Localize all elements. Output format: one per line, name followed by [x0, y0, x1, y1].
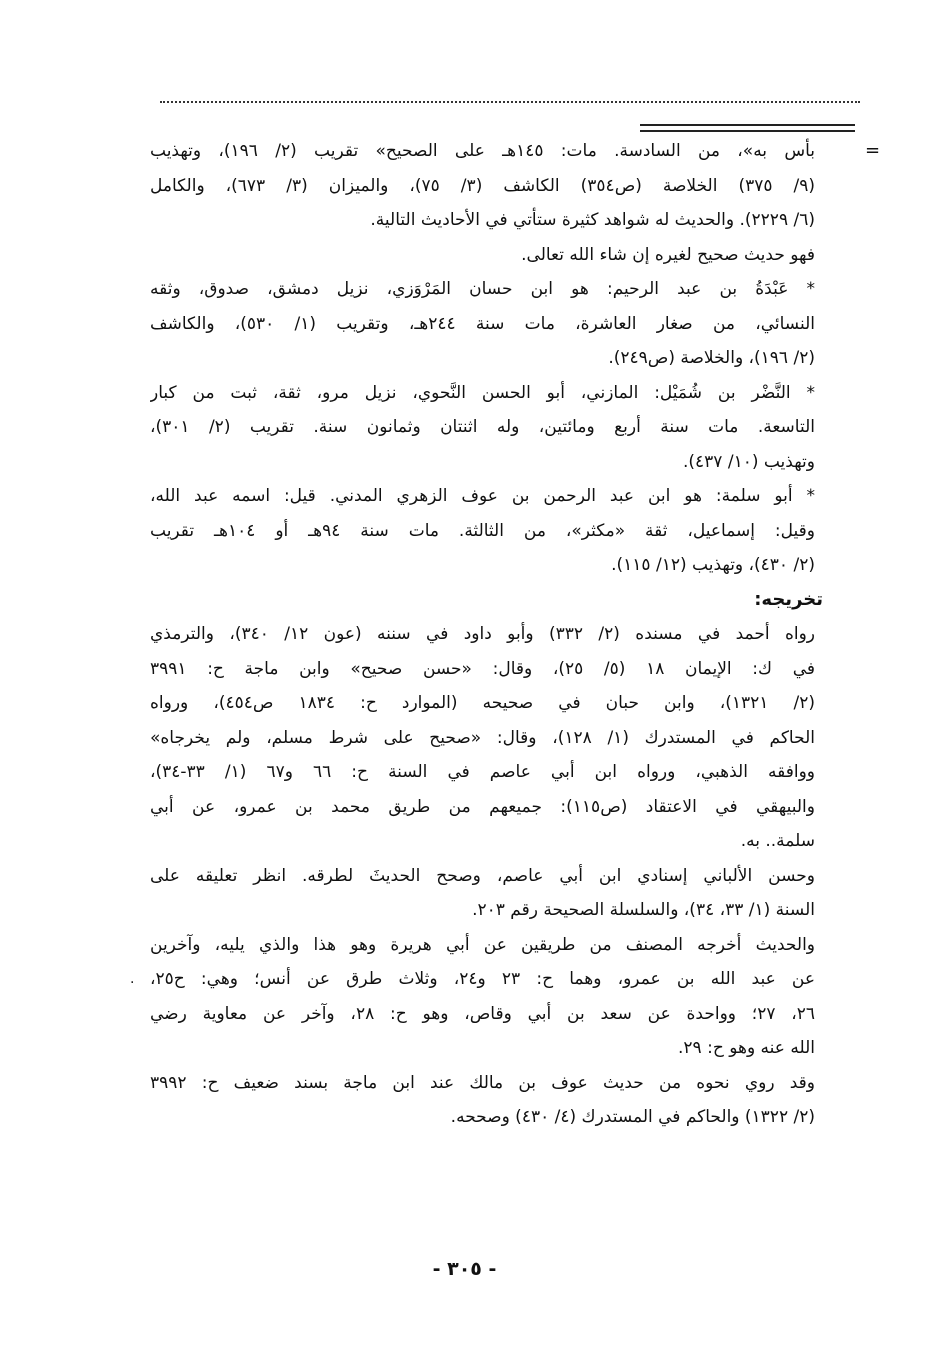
text-line: السنة (١/ ٣٣، ٣٤)، والسلسلة الصحيحة رقم ٢٠٣. [472, 900, 815, 920]
text-line: والبيهقي في الاعتقاد (ص١١٥): جميعهم من طريق محمد بن عمرو، عن أبي [150, 796, 815, 817]
text-line: وقد روي نحوه من حديث عوف بن مالك عند ابن ماجة بسند ضعيف ح: ٣٩٩٢ [150, 1072, 815, 1093]
text-line: * النَّضْر بن شُمَيْل: المازني، أبو الحسن النَّحوي، نزيل مرو، ثقة، ثبت من كبار [150, 382, 815, 403]
text-line: وحسن الألباني إسنادي ابن أبي عاصم، وصحح الحديثَ لطرقه. انظر تعليقه على [150, 865, 815, 886]
text-line: وتهذيب (١٠/ ٤٣٧). [682, 451, 815, 472]
text-line: (٢/ ١٣٢١)، وابن حبان في صحيحه (الموارد ح: ١٨٣٤ ص٤٥٤)، ورواه [150, 693, 815, 713]
margin-dot: · [130, 975, 135, 991]
text-line: النسائي، من صغار العاشرة، مات سنة ٢٤٤هـ، وتقريب (١/ ٥٣٠)، والكاشف [150, 313, 815, 334]
text-line: ٢٦، ٢٧؛ وواحدة عن سعد بن أبي وقاص، وهو ح: ٢٨، وآخر عن معاوية رضي [150, 1003, 815, 1024]
text-line: والحديث أخرجه المصنف من طريقين عن أبي هريرة وهو هذا والذي يليه، وآخرين [150, 934, 815, 955]
text-line: الحاكم في المستدرك (١/ ١٢٨)، وقال: «صحيح على شرط مسلم، ولم يخرجاه» [150, 727, 815, 748]
section-heading: تخريجه: [754, 588, 823, 610]
text-line: (٢/ ١٣٢٢) والحاكم في المستدرك (٤/ ٤٣٠) وصححه. [450, 1107, 815, 1127]
continuation-mark: = [865, 140, 881, 161]
text-line: (٢/ ١٩٦)، والخلاصة (ص٢٤٩). [608, 348, 815, 368]
text-line: (٢/ ٤٣٠)، وتهذيب (١٢/ ١١٥). [611, 555, 815, 575]
text-line: (٩/ ٣٧٥) الخلاصة (ص٣٥٤) الكاشف (٣/ ٧٥)، والميزان (٣/ ٦٧٣)، والكامل [150, 175, 815, 196]
text-line: عن عبد الله بن عمرو، وهما ح: ٢٣ و٢٤، وثلاث طرق عن أنس؛ وهي: ح٢٥، [150, 969, 815, 989]
text-line: وقيل: إسماعيل، ثقة «مكثر»، من الثالثة. مات سنة ٩٤هـ أو ١٠٤هـ تقريب [150, 520, 815, 541]
footnote-double-rule [640, 124, 855, 132]
text-line: الله عنه وهو ح: ٢٩. [678, 1038, 815, 1058]
dotted-separator [160, 101, 860, 103]
page-number: - ٣٠٥ - [432, 1258, 497, 1280]
text-line: * أبو سلمة: هو ابن عبد الرحمن بن عوف الزهري المدني. قيل: اسمه عبد الله، [150, 486, 815, 506]
text-line: فهو حديث صحيح لغيره إن شاء الله تعالى. [521, 244, 815, 265]
text-line: في ك: الإيمان ١٨ (٥/ ٢٥)، وقال: «حسن صحيح» وابن ماجة ح: ٣٩٩١ [150, 658, 815, 679]
text-line: * عَبْدَةُ بن عبد الرحيم: هو ابن حسان المَرْوَزي، نزيل دمشق، صدوق، وثقه [150, 279, 815, 299]
page-body-text [150, 134, 823, 1135]
text-line: بأس به»، من السادسة. مات: ١٤٥هـ على الصحيح» تقريب (٢/ ١٩٦)، وتهذيب [150, 141, 815, 161]
text-line: سلمة.. به. [740, 831, 815, 851]
text-line: التاسعة. مات سنة أربع ومائتين، وله اثنتان وثمانون سنة. تقريب (٢/ ٣٠١)، [150, 417, 815, 437]
text-line: رواه أحمد في مسنده (٢/ ٣٣٢) وأبو داود في سننه (عون ١٢/ ٣٤٠)، والترمذي [150, 624, 815, 644]
text-line: (٦/ ٢٢٢٩). والحديث له شواهد كثيرة ستأتي في الأحاديث التالية. [370, 210, 815, 230]
text-line: ووافقه الذهبي، ورواه ابن أبي عاصم في السنة ح: ٦٦ و٦٧ (١/ ٣٣-٣٤)، [150, 762, 815, 782]
